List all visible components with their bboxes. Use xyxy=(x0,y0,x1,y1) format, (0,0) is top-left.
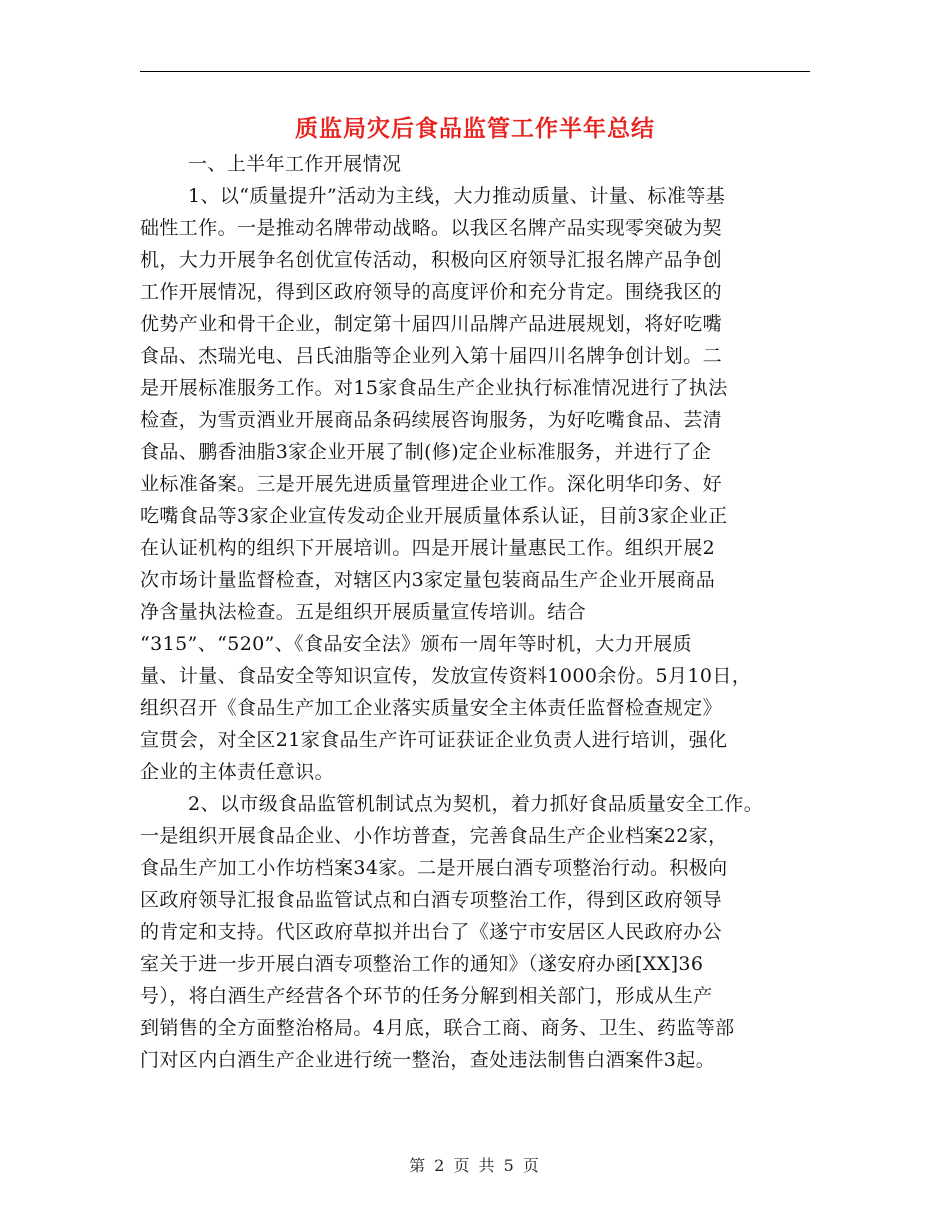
paragraph-line: 宣贯会，对全区21家食品生产许可证获证企业负责人进行培训，强化 xyxy=(140,729,728,751)
paragraph-line: 门对区内白酒生产企业进行统一整治，查处违法制售白酒案件3起。 xyxy=(140,1049,716,1071)
paragraph-line: 区政府领导汇报食品监管试点和白酒专项整治工作，得到区政府领导 xyxy=(140,889,723,911)
paragraph-line: 检查，为雪贡酒业开展商品条码续展咨询服务，为好吃嘴食品、芸清 xyxy=(140,409,723,431)
paragraph-line: 次市场计量监督检查，对辖区内3家定量包装商品生产企业开展商品 xyxy=(140,569,716,591)
paragraph-line: 在认证机构的组织下开展培训。四是开展计量惠民工作。组织开展2 xyxy=(140,537,716,559)
paragraph-line: 量、计量、食品安全等知识宣传，发放宣传资料1000余份。5月10日， xyxy=(140,665,752,687)
page-number: 第 2 页 共 5 页 xyxy=(409,1156,541,1175)
paragraph-line: 吃嘴食品等3家企业宣传发动企业开展质量体系认证，目前3家企业正 xyxy=(140,505,728,527)
paragraph-line: 工作开展情况，得到区政府领导的高度评价和充分肯定。围绕我区的 xyxy=(140,281,723,303)
paragraph-line: 食品生产加工小作坊档案34家。二是开展白酒专项整治行动。积极向 xyxy=(140,857,728,879)
paragraph-line: 是开展标准服务工作。对15家食品生产企业执行标准情况进行了执法 xyxy=(140,377,728,399)
document-body xyxy=(140,148,830,1076)
paragraph-line: 到销售的全方面整治格局。4月底，联合工商、商务、卫生、药监等部 xyxy=(140,1017,735,1039)
paragraph-line: 食品、鹏香油脂3家企业开展了制(修)定企业标准服务，并进行了企 xyxy=(140,441,712,463)
paragraph-line: 2、以市级食品监管机制试点为契机，着力抓好食品质量安全工作。 xyxy=(188,793,764,815)
section-heading: 一、上半年工作开展情况 xyxy=(188,153,402,175)
paragraph-line: 业标准备案。三是开展先进质量管理进企业工作。深化明华印务、好 xyxy=(140,473,723,495)
document-title: 质监局灾后食品监管工作半年总结 xyxy=(295,115,655,142)
paragraph-line: 号），将白酒生产经营各个环节的任务分解到相关部门，形成从生产 xyxy=(140,985,713,1007)
paragraph-line: 室关于进一步开展白酒专项整治工作的通知》（遂安府办函[XX]36 xyxy=(140,953,704,975)
paragraph-line: 企业的主体责任意识。 xyxy=(140,761,335,783)
paragraph-line: 组织召开《食品生产加工企业落实质量安全主体责任监督检查规定》 xyxy=(140,697,723,719)
paragraph-line: “315”、“520”、《食品安全法》颁布一周年等时机，大力开展质 xyxy=(140,633,693,655)
paragraph-line: 优势产业和骨干企业，制定第十届四川品牌产品进展规划，将好吃嘴 xyxy=(140,313,723,335)
paragraph-line: 的肯定和支持。代区政府草拟并出台了《遂宁市安居区人民政府办公 xyxy=(140,921,723,943)
paragraph-line: 食品、杰瑞光电、吕氏油脂等企业列入第十届四川名牌争创计划。二 xyxy=(140,345,723,367)
paragraph-line: 础性工作。一是推动名牌带动战略。以我区名牌产品实现零突破为契 xyxy=(140,217,723,239)
paragraph-line: 1、以“质量提升”活动为主线，大力推动质量、计量、标准等基 xyxy=(188,185,726,207)
paragraph-line: 机，大力开展争名创优宣传活动，积极向区府领导汇报名牌产品争创 xyxy=(140,249,723,271)
paragraph-line: 净含量执法检查。五是组织开展质量宣传培训。结合 xyxy=(140,601,587,623)
paragraph-line: 一是组织开展食品企业、小作坊普查，完善食品生产企业档案22家， xyxy=(140,825,728,847)
header-rule xyxy=(140,71,810,72)
